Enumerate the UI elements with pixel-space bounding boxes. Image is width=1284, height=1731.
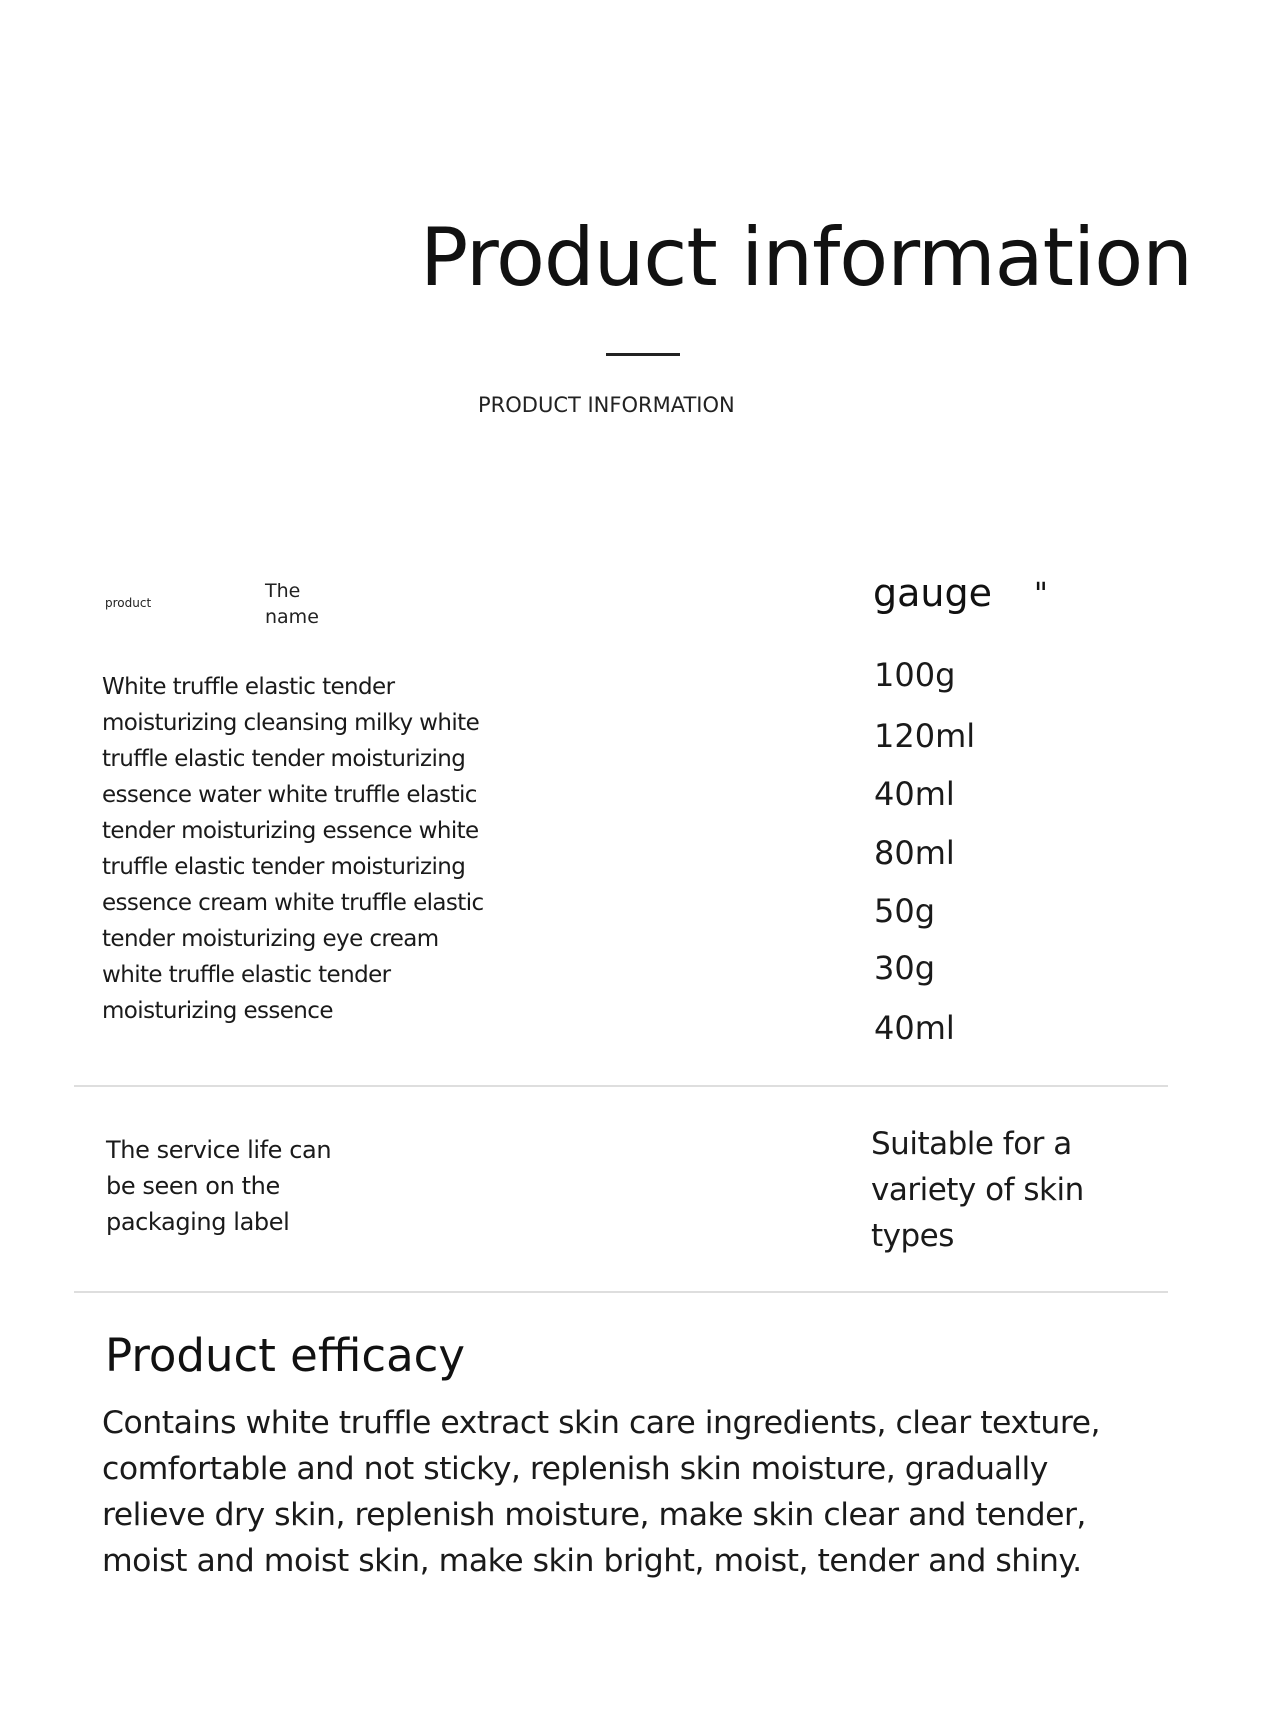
spec-value: 100g [874, 656, 956, 694]
page-subtitle: PRODUCT INFORMATION [478, 393, 735, 417]
spec-value: 80ml [874, 834, 955, 872]
page-title: Product information [420, 211, 1192, 304]
product-name-text: White truffle elastic tender moisturizing cleansing milky white truffle elastic tender moisturizing essence water white truffle elastic tender moisturizing essence white truffle elastic tender moisturizing essence cream white truffle elastic tender moisturizing eye cream white truffle elastic tender moisturizing essence [102, 674, 484, 1024]
name-label: The name [265, 580, 319, 628]
spec-value: 30g [874, 949, 936, 987]
spec-value: 40ml [874, 1009, 955, 1047]
service-life-text: The service life can be seen on the packaging label [106, 1136, 332, 1236]
product-label: product [105, 596, 152, 610]
spec-value: 40ml [874, 775, 955, 813]
efficacy-heading: Product efficacy [105, 1329, 466, 1382]
gauge-label: gauge [873, 571, 992, 615]
table-divider [74, 1291, 1168, 1293]
spec-value: 50g [874, 892, 936, 930]
table-divider [74, 1085, 1168, 1087]
skin-types-text: Suitable for a variety of skin types [871, 1126, 1084, 1254]
gauge-quote-mark: " [1034, 577, 1048, 612]
title-divider [606, 353, 680, 356]
spec-value: 120ml [874, 717, 976, 755]
efficacy-description: Contains white truffle extract skin care ingredients, clear texture, comfortable and not sticky, replenish skin moisture, gradually relieve dry skin, replenish moisture, make skin clear and tender, moist and moist skin, make skin bright, moist, tender and shiny. [102, 1405, 1100, 1579]
